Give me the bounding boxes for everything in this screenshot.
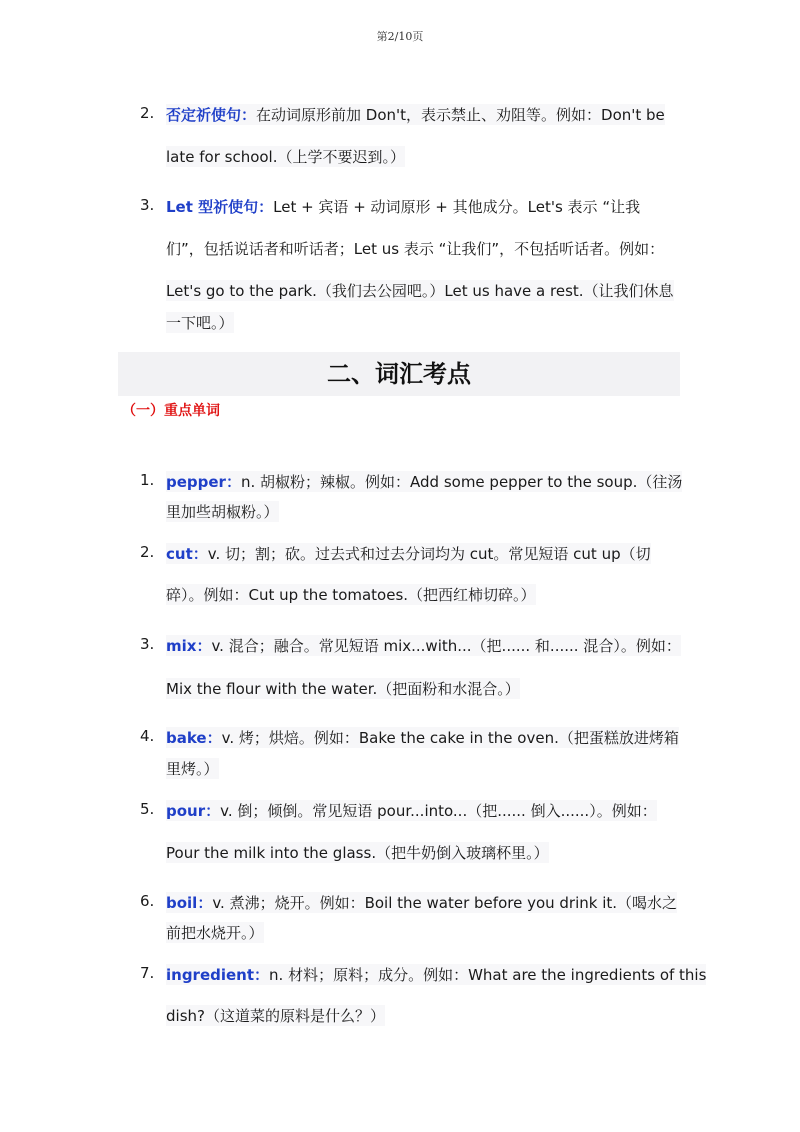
item-line xyxy=(166,892,677,913)
item-line xyxy=(166,800,657,821)
item-text: 在动词原形前加 Don't，表示禁止、劝阻等。例如：Don't be xyxy=(256,106,665,124)
item-line: 碎）。例如：Cut up the tomatoes.（把西红柿切碎。） xyxy=(166,586,536,604)
item-line: Mix the flour with the water.（把面粉和水混合。） xyxy=(166,680,520,698)
item-number: 5. xyxy=(140,800,155,818)
item-text: v. 混合；融合。常见短语 mix...with...（把...... 和...... 混合）。例如： xyxy=(211,637,681,655)
item-line: dish?（这道菜的原料是什么？） xyxy=(166,1007,385,1025)
item-line: 前把水烧开。） xyxy=(166,924,264,942)
item-term: cut： xyxy=(166,545,208,563)
item-line: 里加些胡椒粉。） xyxy=(166,503,279,521)
item-number: 3. xyxy=(140,196,155,214)
item-number: 2. xyxy=(140,104,155,122)
item-line xyxy=(166,964,706,985)
item-text: v. 倒；倾倒。常见短语 pour...into...（把...... 倒入......）。例如： xyxy=(220,802,657,820)
item-line: 一下吧。） xyxy=(166,314,234,332)
item-line xyxy=(166,635,681,656)
item-term: ingredient： xyxy=(166,966,270,984)
item-term: mix： xyxy=(166,637,212,655)
item-term: Let 型祈使句： xyxy=(166,198,274,216)
item-term: bake： xyxy=(166,729,222,747)
item-text: v. 切；割；砍。过去式和过去分词均为 cut。常见短语 cut up（切 xyxy=(207,545,651,563)
item-line xyxy=(166,196,640,217)
item-term: pepper： xyxy=(166,473,241,491)
page-indicator: 第2/10页 xyxy=(376,30,424,43)
item-line: late for school.（上学不要迟到。） xyxy=(166,148,405,166)
item-line xyxy=(166,104,665,125)
item-number: 1. xyxy=(140,471,155,489)
item-line: Let's go to the park.（我们去公园吧。）Let us have a rest.（让我们休息 xyxy=(166,282,674,300)
section-title: 二、词汇考点 xyxy=(327,359,471,388)
item-number: 2. xyxy=(140,543,155,561)
item-number: 7. xyxy=(140,964,155,982)
item-line xyxy=(166,543,651,564)
item-line xyxy=(166,727,679,748)
item-text: n. 胡椒粉；辣椒。例如：Add some pepper to the soup.（往汤 xyxy=(240,473,683,491)
item-term: boil： xyxy=(166,894,213,912)
item-term: 否定祈使句： xyxy=(166,106,257,124)
item-text: Let + 宾语 + 动词原形 + 其他成分。Let's 表示 “让我 xyxy=(273,198,641,216)
subsection-title: （一）重点单词 xyxy=(122,403,220,419)
item-text: v. 烤；烘焙。例如：Bake the cake in the oven.（把蛋糕放进烤箱 xyxy=(221,729,679,747)
item-line: Pour the milk into the glass.（把牛奶倒入玻璃杯里。） xyxy=(166,844,549,862)
item-line: 们”，包括说话者和听话者；Let us 表示 “让我们”，不包括听话者。例如： xyxy=(166,240,665,258)
item-text: n. 材料；原料；成分。例如：What are the ingredients of this xyxy=(269,966,707,984)
item-text: v. 煮沸；烧开。例如：Boil the water before you drink it.（喝水之 xyxy=(212,894,678,912)
item-number: 4. xyxy=(140,727,155,745)
item-number: 6. xyxy=(140,892,155,910)
item-number: 3. xyxy=(140,635,155,653)
item-line: 里烤。） xyxy=(166,760,219,778)
item-line xyxy=(166,471,682,492)
item-term: pour： xyxy=(166,802,221,820)
